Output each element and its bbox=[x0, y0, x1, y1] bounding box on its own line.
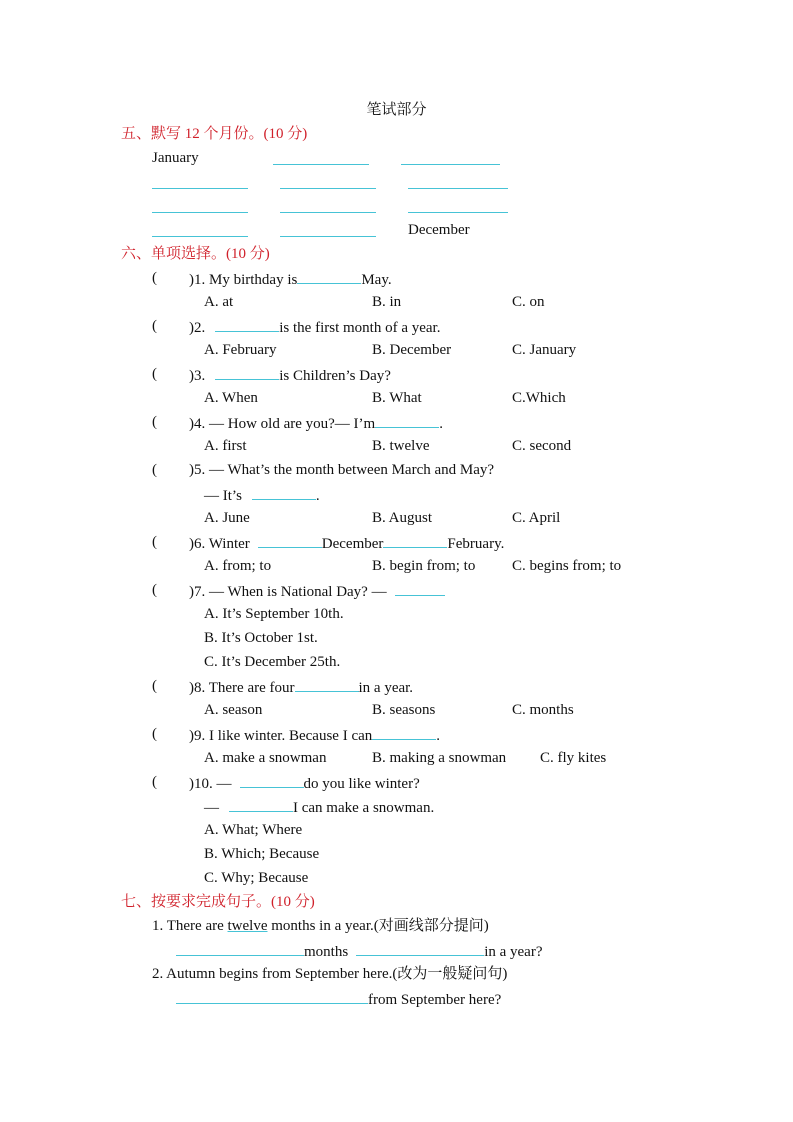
q6-option-c: C. begins from; to bbox=[512, 558, 622, 574]
s7-answer-1: months in a year? bbox=[176, 940, 542, 962]
q7-blank[interactable] bbox=[395, 580, 445, 596]
q8-option-b: B. seasons bbox=[372, 702, 436, 718]
q3-stem: )3. is Children’s Day? bbox=[189, 364, 391, 386]
q1-blank[interactable] bbox=[297, 268, 361, 284]
q4-stem: )4. — How old are you?— I’m . bbox=[189, 412, 443, 434]
q5-option-a: A. June bbox=[204, 510, 250, 526]
q4-option-c: C. second bbox=[512, 438, 572, 454]
q10-blank-1[interactable] bbox=[240, 772, 304, 788]
page-title: 笔试部分 bbox=[366, 102, 427, 118]
q8-paren: ( bbox=[152, 678, 157, 694]
q6-option-a: A. from; to bbox=[204, 558, 272, 574]
q6-stem: )6. Winter December February. bbox=[189, 532, 504, 554]
q9-option-b: B. making a snowman bbox=[372, 750, 507, 766]
month-blank-6[interactable] bbox=[408, 188, 508, 189]
q9-blank[interactable] bbox=[372, 724, 436, 740]
q6-option-b: B. begin from; to bbox=[372, 558, 476, 574]
q1-paren: ( bbox=[152, 270, 157, 286]
q3-blank[interactable] bbox=[215, 364, 279, 380]
q1-option-c: C. on bbox=[512, 294, 545, 310]
q3-paren: ( bbox=[152, 366, 157, 382]
q2-option-c: C. January bbox=[512, 342, 577, 358]
q9-option-a: A. make a snowman bbox=[204, 750, 327, 766]
q3-option-c: C.Which bbox=[512, 390, 566, 406]
q3-option-a: A. When bbox=[204, 390, 258, 406]
q10-option-a: A. What; Where bbox=[204, 822, 303, 838]
s7-sentence-2: 2. Autumn begins from September here.(改为一般疑问句) bbox=[152, 966, 508, 982]
s7-underlined-word: twelve bbox=[227, 918, 268, 934]
s7-a1-blank-2[interactable] bbox=[356, 940, 484, 956]
section-5-heading: 五、默写 12 个月份。(10 分) bbox=[121, 126, 308, 142]
q7-option-a: A. It’s September 10th. bbox=[204, 606, 344, 622]
q2-stem: )2. is the first month of a year. bbox=[189, 316, 440, 338]
q9-option-c: C. fly kites bbox=[540, 750, 607, 766]
s7-answer-2: from September here? bbox=[176, 988, 501, 1010]
s7-a2-blank[interactable] bbox=[176, 988, 368, 1004]
month-january: January bbox=[152, 150, 199, 166]
q10-blank-2[interactable] bbox=[229, 796, 293, 812]
q8-stem: )8. There are four in a year. bbox=[189, 676, 413, 698]
q7-option-c: C. It’s December 25th. bbox=[204, 654, 341, 670]
q9-paren: ( bbox=[152, 726, 157, 742]
month-blank-2[interactable] bbox=[273, 164, 369, 165]
q10-option-c: C. Why; Because bbox=[204, 870, 309, 886]
month-blank-10[interactable] bbox=[152, 236, 248, 237]
q5-option-b: B. August bbox=[372, 510, 433, 526]
q5-answer-line: — It’s . bbox=[204, 484, 320, 506]
q4-paren: ( bbox=[152, 414, 157, 430]
section-6-heading: 六、单项选择。(10 分) bbox=[121, 246, 270, 262]
month-blank-9[interactable] bbox=[408, 212, 508, 213]
section-7-heading: 七、按要求完成句子。(10 分) bbox=[121, 894, 315, 910]
month-blank-11[interactable] bbox=[280, 236, 376, 237]
q1-option-a: A. at bbox=[204, 294, 234, 310]
month-blank-7[interactable] bbox=[152, 212, 248, 213]
q6-blank-1[interactable] bbox=[258, 532, 322, 548]
q4-blank[interactable] bbox=[375, 412, 439, 428]
q8-option-c: C. months bbox=[512, 702, 574, 718]
q2-paren: ( bbox=[152, 318, 157, 334]
q7-option-b: B. It’s October 1st. bbox=[204, 630, 318, 646]
s7-a1-blank-1[interactable] bbox=[176, 940, 304, 956]
month-blank-4[interactable] bbox=[152, 188, 248, 189]
q5-blank[interactable] bbox=[252, 484, 316, 500]
q6-paren: ( bbox=[152, 534, 157, 550]
q5-option-c: C. April bbox=[512, 510, 561, 526]
q1-option-b: B. in bbox=[372, 294, 402, 310]
q4-option-a: A. first bbox=[204, 438, 247, 454]
q2-blank[interactable] bbox=[215, 316, 279, 332]
month-blank-5[interactable] bbox=[280, 188, 376, 189]
month-december: December bbox=[408, 222, 470, 238]
q5-paren: ( bbox=[152, 462, 157, 478]
month-blank-8[interactable] bbox=[280, 212, 376, 213]
q6-blank-2[interactable] bbox=[383, 532, 447, 548]
q10-answer-line: — I can make a snowman. bbox=[204, 796, 434, 818]
q8-option-a: A. season bbox=[204, 702, 263, 718]
q1-stem: )1. My birthday is May. bbox=[189, 268, 392, 290]
q10-stem: )10. — do you like winter? bbox=[189, 772, 420, 794]
q3-option-b: B. What bbox=[372, 390, 422, 406]
q9-stem: )9. I like winter. Because I can . bbox=[189, 724, 440, 746]
month-blank-3[interactable] bbox=[401, 164, 500, 165]
q7-paren: ( bbox=[152, 582, 157, 598]
q10-paren: ( bbox=[152, 774, 157, 790]
q10-option-b: B. Which; Because bbox=[204, 846, 320, 862]
q4-option-b: B. twelve bbox=[372, 438, 430, 454]
q5-stem: )5. — What’s the month between March and May? bbox=[189, 462, 495, 478]
s7-sentence-1: 1. There are twelve months in a year.(对画线部分提问) bbox=[152, 918, 489, 934]
q2-option-b: B. December bbox=[372, 342, 452, 358]
q7-stem: )7. — When is National Day? — bbox=[189, 580, 445, 602]
q8-blank[interactable] bbox=[295, 676, 359, 692]
q2-option-a: A. February bbox=[204, 342, 277, 358]
